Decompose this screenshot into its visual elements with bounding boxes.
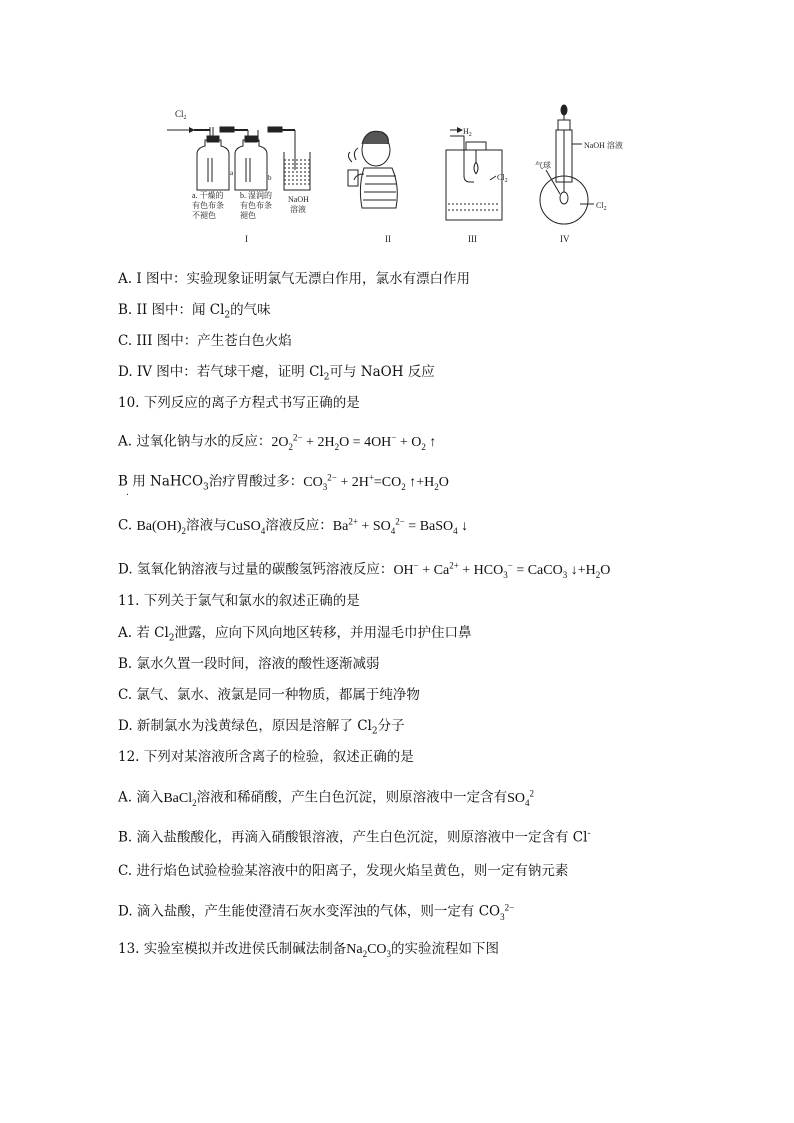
svg-text:I: I [245, 234, 248, 244]
q10-stem: 10. 下列反应的离子方程式书写正确的是 [118, 395, 360, 411]
q12-option-a: A. 滴入BaCl$_2$溶液和稀硝酸，产生白色沉淀，则原溶液中一定含有$SO_4^2$ [118, 788, 535, 808]
svg-text:溶液: 溶液 [290, 205, 306, 214]
svg-text:b. 湿润的: b. 湿润的 [240, 191, 272, 200]
panel-iv-balloon-flask [535, 105, 623, 244]
formula-baoh2: $Ba(OH)_2$ [136, 518, 187, 536]
svg-text:a: a [230, 169, 234, 177]
q10-option-d: D. 氢氧化钠溶液与过量的碳酸氢钙溶液反应：$OH^- + Ca^{2+} + HCO_3^-$ = CaCO$_3$ $↓+H_2O$ [118, 560, 611, 580]
q11-option-c: C. 氯气、氯水、液氯是同一种物质，都属于纯净物 [118, 687, 420, 703]
q12-option-d: D. 滴入盐酸，产生能使澄清石灰水变浑浊的气体，则一定有 $CO_3^{2-}$ [118, 902, 515, 922]
svg-text:有色布条: 有色布条 [240, 201, 272, 210]
stray-dot: . [126, 488, 129, 498]
equation-d: $OH^- + Ca^{2+} + HCO_3^-$ = CaCO$_3$ $↓+H_2O$ [393, 560, 611, 580]
panel-iii-hydrogen-burning [446, 127, 508, 244]
q12-option-b: B. 滴入盐酸酸化，再滴入硝酸银溶液，产生白色沉淀，则原溶液中一定含有 Cl- [118, 829, 591, 846]
svg-text:II: II [385, 234, 391, 244]
equation-c: $Ba^{2+} + SO_4^{2-}$ = BaSO$_4$ ↓ [332, 516, 469, 536]
svg-text:NaOH 溶液: NaOH 溶液 [584, 141, 623, 150]
q12-option-c: C. 进行焰色试验检验某溶液中的阳离子，发现火焰呈黄色，则一定有钠元素 [118, 863, 569, 879]
q10-option-c: C. $Ba(OH)_2$溶液与CuSO$_4$溶液反应：$Ba^{2+} + SO_4^{2-}$ = BaSO$_4$ ↓ [118, 516, 469, 536]
q9-option-a: A. I 图中：实验现象证明氯气无漂白作用，氯水有漂白作用 [118, 271, 470, 287]
q11-stem: 11. 下列关于氯气和氯水的叙述正确的是 [118, 593, 360, 609]
q9-option-b: B. II 图中：闻 $Cl_2$的气味 [118, 302, 271, 321]
svg-text:褪色: 褪色 [240, 211, 256, 220]
svg-text:a. 干燥的: a. 干燥的 [192, 191, 224, 200]
svg-text:H2: $H_2$ [463, 127, 472, 138]
q9-option-d: D. IV 图中：若气球干瘪，证明 $Cl_2$可与 NaOH 反应 [118, 364, 435, 383]
panel-i-gas-bottles [167, 109, 310, 244]
svg-text:Cl2: $Cl_2$ [175, 109, 187, 121]
q13-stem: 13. 实验室模拟并改进侯氏制碱法制备$Na_2CO_3$的实验流程如下图 [118, 941, 500, 959]
svg-text:IV: IV [560, 234, 570, 244]
formula-cuso4: CuSO$_4$ [226, 518, 266, 536]
svg-text:有色布条: 有色布条 [192, 201, 224, 210]
svg-text:Cl2: $Cl_2$ [596, 201, 607, 212]
q11-option-d: D. 新制氯水为浅黄绿色，原因是溶解了 $Cl_2$分子 [118, 718, 405, 737]
q9-option-c: C. III 图中：产生苍白色火焰 [118, 333, 292, 349]
apparatus-figure [150, 100, 650, 250]
svg-text:Cl2: $Cl_2$ [497, 173, 508, 184]
q11-option-a: A. 若 $Cl_2$泄露，应向下风向地区转移，并用湿毛巾护住口鼻 [118, 625, 472, 644]
formula-co3: $_3^{2-}$ [500, 902, 515, 922]
panel-ii-person-smelling [348, 131, 397, 244]
formula-bacl2: BaCl$_2$ [163, 790, 197, 808]
q10-option-a: A. 过氧化钠与水的反应：$2O_2^{2-} + 2H_2O = 4OH^- + O_2$ ↑ [118, 432, 437, 452]
svg-text:不褪色: 不褪色 [192, 211, 216, 220]
formula-na2co3: $Na_2CO_3$ [346, 942, 392, 959]
equation-a: $2O_2^{2-} + 2H_2O = 4OH^- + O_2$ ↑ [271, 432, 437, 452]
equation-b: $CO_3^{2-} + 2H^+=CO_2$ $↑+H_2O$ [303, 472, 449, 492]
svg-text:III: III [468, 234, 477, 244]
svg-text:b: b [268, 174, 272, 182]
q12-stem: 12. 下列对某溶液所含离子的检验，叙述正确的是 [118, 749, 414, 765]
formula-so4: $SO_4^2$ [507, 788, 535, 808]
q11-option-b: B. 氯水久置一段时间，溶液的酸性逐渐减弱 [118, 656, 380, 672]
svg-text:NaOH: NaOH [288, 195, 309, 204]
q10-option-b: B 用 NaHCO$_3$治疗胃酸过多：$CO_3^{2-} + 2H^+=CO_2$ $↑+H_2O$ [118, 472, 449, 493]
svg-text:气球: 气球 [535, 161, 551, 170]
